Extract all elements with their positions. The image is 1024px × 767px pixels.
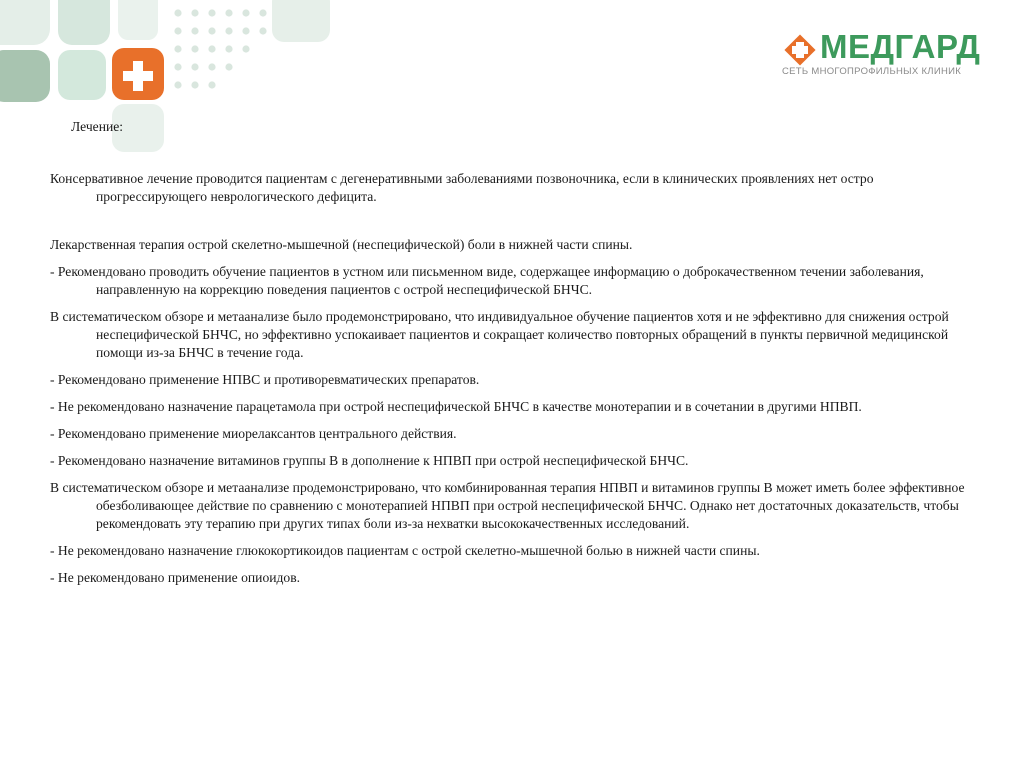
paragraph: - Рекомендовано назначение витаминов группы В в дополнение к НПВП при острой неспецифической БНЧС. bbox=[50, 453, 689, 468]
paragraph: - Не рекомендовано назначение глюкокортикоидов пациентам с острой скелетно-мышечной болью в нижней части спины. bbox=[50, 543, 760, 558]
paragraph: - Не рекомендовано применение опиоидов. bbox=[50, 570, 301, 585]
paragraph: В систематическом обзоре и метаанализе было продемонстрировано, что индивидуальное обучение пациентов хотя и не эффективно для снижения острой неспецифической БНЧС, но эффективно успокаивает пациентов и сокращает количество повторных обращений в пункты первичной медицинской помощи из-за БНЧС в течение года. bbox=[50, 309, 949, 360]
section-heading: Лечение: bbox=[71, 119, 124, 134]
brand-tagline: СЕТЬ МНОГОПРОФИЛЬНЫХ КЛИНИК bbox=[782, 66, 962, 77]
brand-name: МЕДГАРД bbox=[820, 28, 981, 65]
medical-cross-icon bbox=[780, 30, 820, 70]
paragraph: - Не рекомендовано назначение парацетамола при острой неспецифической БНЧС в качестве монотерапии и в сочетании в другими НПВП. bbox=[50, 399, 862, 414]
paragraph: - Рекомендовано проводить обучение пациентов в устном или письменном виде, содержащее информацию о доброкачественном течении заболевания, направленную на коррекцию поведения пациентов с острой неспецифической БНЧС. bbox=[50, 264, 924, 297]
paragraph: Лекарственная терапия острой скелетно-мышечной (неспецифической) боли в нижней части спины. bbox=[50, 237, 633, 252]
document-body bbox=[50, 118, 980, 596]
paragraph: - Рекомендовано применение НПВС и противоревматических препаратов. bbox=[50, 372, 480, 387]
brand-logo bbox=[780, 30, 990, 80]
paragraph: - Рекомендовано применение миорелаксантов центрального действия. bbox=[50, 426, 457, 441]
paragraph: Консервативное лечение проводится пациентам с дегенеративными заболеваниями позвоночника, если в клинических проявлениях нет остро прогрессирующего неврологического дефицита. bbox=[50, 171, 874, 204]
paragraph: В систематическом обзоре и метаанализе продемонстрировано, что комбинированная терапия НПВП и витаминов группы В может иметь более эффективное обезболивающее действие по сравнению с монотерапией НПВП при острой неспецифической БНЧС. Однако нет достаточных доказательств, чтобы рекомендовать эту терапию при других типах боли из-за нехватки высококачественных исследований. bbox=[50, 480, 965, 531]
